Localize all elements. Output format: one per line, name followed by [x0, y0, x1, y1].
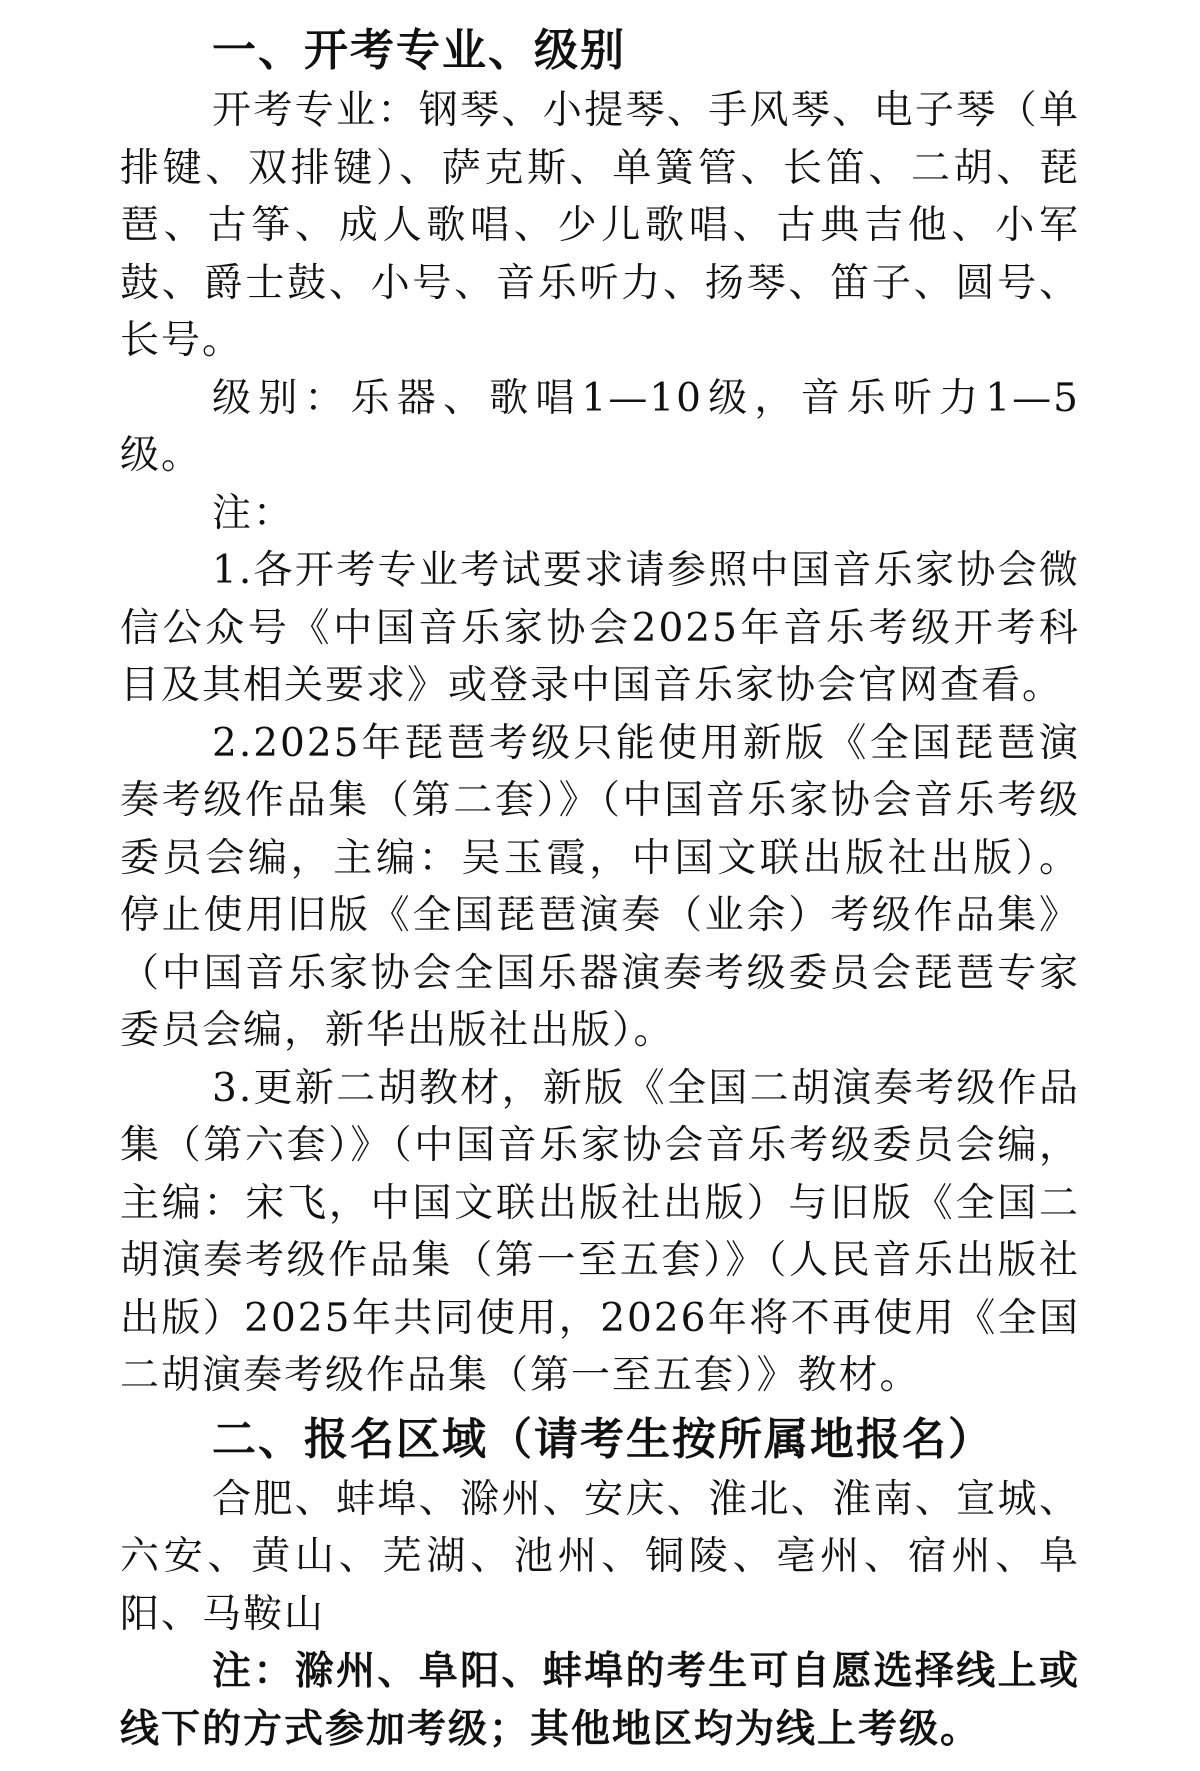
section-2-heading: 二、报名区域（请考生按所属地报名）: [212, 1413, 994, 1465]
note-item-1: 1.各开考专业考试要求请参照中国音乐家协会微信公众号《中国音乐家协会2025年音乐考级开考科目及其相关要求》或登录中国音乐家协会官网查看。: [120, 548, 1080, 708]
majors-paragraph: 开考专业：钢琴、小提琴、手风琴、电子琴（单排键、双排键）、萨克斯、单簧管、长笛、二胡、琵琶、古筝、成人歌唱、少儿歌唱、古典吉他、小军鼓、爵士鼓、小号、音乐听力、扬琴、笛子、圆号、长号。: [120, 88, 1080, 363]
document-page: [120, 22, 1080, 1758]
regions-note-paragraph: 注：滁州、阜阳、蚌埠的考生可自愿选择线上或线下的方式参加考级；其他地区均为线上考级。: [120, 1648, 1080, 1752]
levels-paragraph: 级别：乐器、歌唱1—10级，音乐听力1—5级。: [120, 375, 1080, 478]
regions-paragraph: 合肥、蚌埠、滁州、安庆、淮北、淮南、宣城、六安、黄山、芜湖、池州、铜陵、亳州、宿州、阜阳、马鞍山: [120, 1476, 1080, 1637]
note-item-2: 2.2025年琵琶考级只能使用新版《全国琵琶演奏考级作品集（第二套）》（中国音乐家协会音乐考级委员会编，主编：吴玉霞，中国文联出版社出版）。停止使用旧版《全国琵琶演奏（业余）考级作品集》（中国音乐家协会全国乐器演奏考级委员会琵琶专家委员会编，新华出版社出版）。: [120, 720, 1080, 1053]
note-item-3: 3.更新二胡教材，新版《全国二胡演奏考级作品集（第六套）》（中国音乐家协会音乐考级委员会编，主编：宋飞，中国文联出版社出版）与旧版《全国二胡演奏考级作品集（第一至五套）》（人民音乐出版社出版）2025年共同使用，2026年将不再使用《全国二胡演奏考级作品集（第一至五套）》教材。: [120, 1065, 1080, 1398]
note-label: 注：: [212, 490, 295, 536]
section-1-heading: 一、开考专业、级别: [212, 25, 626, 76]
